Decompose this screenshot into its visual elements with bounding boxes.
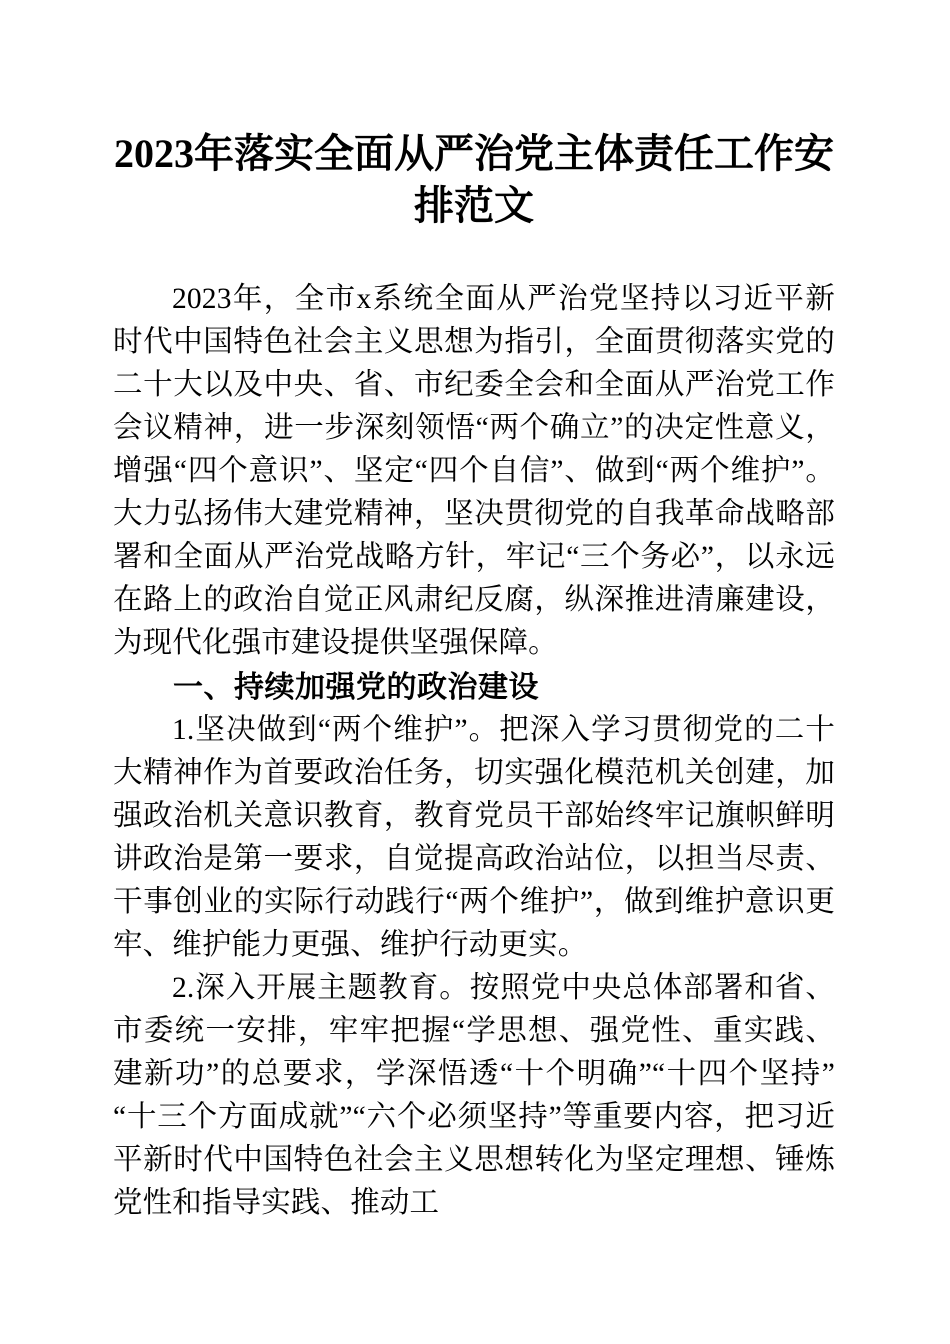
page-title: 2023年落实全面从严治党主体责任工作安排范文 [114,131,834,228]
numbered-item-1: 1.坚决做到“两个维护”。把深入学习贯彻党的二十大精神作为首要政治任务，切实强化模范机关创建，加强政治机关意识教育，教育党员干部始终牢记旗帜鲜明讲政治是第一要求，自觉提高政治站位，以担当尽责、干事创业的实际行动践行“两个维护”，做到维护意识更牢、维护能力更强、维护行动更实。 [113,714,835,961]
section-heading-one: 一、持续加强党的政治建设 [173,671,539,704]
document-body [113,0,835,1225]
intro-paragraph: 2023年，全市x系统全面从严治党坚持以习近平新时代中国特色社会主义思想为指引，全面贯彻落实党的二十大以及中央、省、市纪委全会和全面从严治党工作会议精神，进一步深刻领悟“两个确立”的决定性意义，增强“四个意识”、坚定“四个自信”、做到“两个维护”。大力弘扬伟大建党精神，坚决贯彻党的自我革命战略部署和全面从严治党战略方针，牢记“三个务必”，以永远在路上的政治自觉正风肃纪反腐，纵深推进清廉建设，为现代化强市建设提供坚强保障。 [113,283,835,659]
numbered-item-2: 2.深入开展主题教育。按照党中央总体部署和省、市委统一安排，牢牢把握“学思想、强党性、重实践、建新功”的总要求，学深悟透“十个明确”“十四个坚持”“十三个方面成就”“六个必须坚持”等重要内容，把习近平新时代中国特色社会主义思想转化为坚定理想、锤炼党性和指导实践、推动工 [113,972,835,1219]
